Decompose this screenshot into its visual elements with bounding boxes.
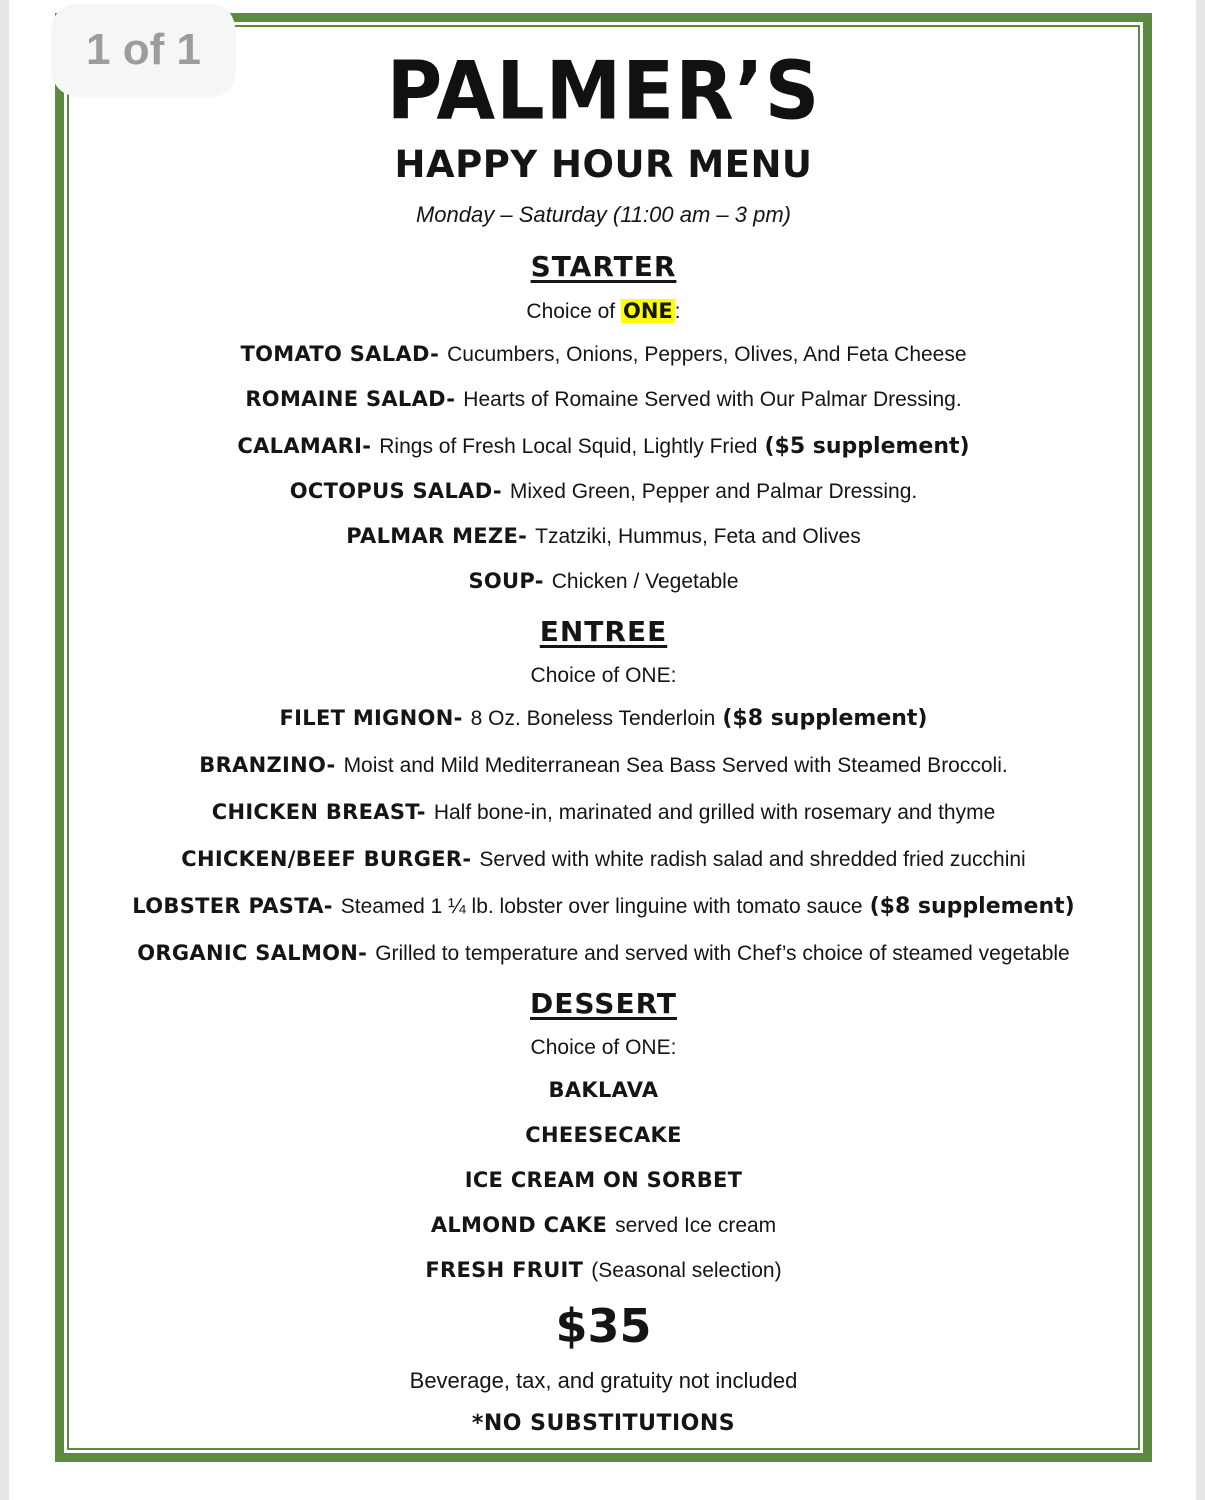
menu-border-inner <box>62 20 1145 1455</box>
item-description: 8 Oz. Boneless Tenderloin <box>470 707 716 730</box>
menu-border-frame <box>55 13 1152 1462</box>
item-name: CHICKEN/BEEF BURGER- <box>181 847 472 871</box>
menu-item-baklava <box>94 1077 1113 1104</box>
entree-choice-line: Choice of ONE: <box>530 664 677 687</box>
item-description: (Seasonal selection) <box>591 1259 782 1282</box>
item-name: ROMAINE SALAD- <box>245 387 456 411</box>
item-description: Mixed Green, Pepper and Palmar Dressing. <box>509 480 918 503</box>
menu-item-calamari <box>94 433 1113 460</box>
item-name: CHICKEN BREAST- <box>211 800 426 824</box>
item-name: TOMATO SALAD- <box>240 342 440 366</box>
section-heading-entree: ENTREE <box>539 615 668 648</box>
item-name: OCTOPUS SALAD- <box>289 479 502 503</box>
item-description: served Ice cream <box>615 1214 777 1237</box>
choice-suffix: : <box>674 300 681 323</box>
item-name: ORGANIC SALMON- <box>137 941 368 965</box>
item-name: CHEESECAKE <box>525 1123 682 1147</box>
menu-item-chicken-beef-burger <box>94 846 1113 873</box>
menu-item-lobster-pasta <box>94 893 1113 920</box>
choice-prefix: Choice of <box>526 300 621 323</box>
item-name: FRESH FRUIT <box>425 1258 584 1282</box>
menu-item-palmar-meze <box>94 523 1113 550</box>
item-name: CALAMARI- <box>237 434 372 458</box>
page-edge-right <box>1196 0 1205 1500</box>
item-name: ALMOND CAKE <box>430 1213 608 1237</box>
menu-item-cheesecake <box>94 1122 1113 1149</box>
dessert-choice-line: Choice of ONE: <box>530 1036 677 1059</box>
menu-item-ice-cream-on-sorbet <box>94 1167 1113 1194</box>
item-name: LOBSTER PASTA- <box>132 894 333 918</box>
section-heading-starter: STARTER <box>530 250 677 283</box>
item-description: Served with white radish salad and shredded fried zucchini <box>479 848 1026 871</box>
menu-item-filet-mignon <box>94 705 1113 732</box>
menu-item-tomato-salad <box>94 341 1113 368</box>
no-substitutions-note: *NO SUBSTITUTIONS <box>471 1411 736 1436</box>
section-heading-dessert: DESSERT <box>530 987 677 1020</box>
item-description: Hearts of Romaine Served with Our Palmar Dressing. <box>463 388 962 411</box>
menu-price: $35 <box>555 1299 652 1353</box>
item-description: Tzatziki, Hummus, Feta and Olives <box>535 525 861 548</box>
menu-subtitle: HAPPY HOUR MENU <box>394 143 813 186</box>
item-description: Rings of Fresh Local Squid, Lightly Fried <box>379 435 758 458</box>
page-edge-left <box>0 0 9 1500</box>
starter-choice-line <box>94 298 1113 325</box>
item-name: BAKLAVA <box>548 1078 659 1102</box>
item-description: Steamed 1 ¼ lb. lobster over linguine with tomato sauce <box>340 895 863 918</box>
item-description: Moist and Mild Mediterranean Sea Bass Served with Steamed Broccoli. <box>343 754 1008 777</box>
menu-item-almond-cake <box>94 1212 1113 1239</box>
menu-hours: Monday – Saturday (11:00 am – 3 pm) <box>415 202 791 227</box>
menu-item-fresh-fruit <box>94 1257 1113 1284</box>
item-description: Chicken / Vegetable <box>551 570 739 593</box>
item-name: FILET MIGNON- <box>279 706 463 730</box>
item-name: ICE CREAM ON SORBET <box>464 1168 743 1192</box>
page-indicator-badge: 1 of 1 <box>52 4 235 96</box>
menu-content <box>94 22 1113 1437</box>
menu-item-soup <box>94 568 1113 595</box>
choice-highlight: ONE <box>622 299 673 323</box>
item-description: Half bone-in, marinated and grilled with rosemary and thyme <box>433 801 996 824</box>
restaurant-name: PALMER’S <box>386 43 821 138</box>
menu-item-organic-salmon <box>94 940 1113 967</box>
menu-item-romaine-salad <box>94 386 1113 413</box>
item-name: BRANZINO- <box>199 753 336 777</box>
item-supplement: ($8 supplement) <box>869 894 1075 919</box>
item-name: SOUP- <box>468 569 544 593</box>
item-supplement: ($8 supplement) <box>722 706 928 731</box>
item-supplement: ($5 supplement) <box>764 434 970 459</box>
menu-item-octopus-salad <box>94 478 1113 505</box>
item-description: Grilled to temperature and served with Chef’s choice of steamed vegetable <box>375 942 1070 965</box>
menu-item-branzino <box>94 752 1113 779</box>
item-name: PALMAR MEZE- <box>346 524 528 548</box>
menu-item-chicken-breast <box>94 799 1113 826</box>
item-description: Cucumbers, Onions, Peppers, Olives, And Feta Cheese <box>447 343 967 366</box>
price-note: Beverage, tax, and gratuity not included <box>409 1368 798 1393</box>
